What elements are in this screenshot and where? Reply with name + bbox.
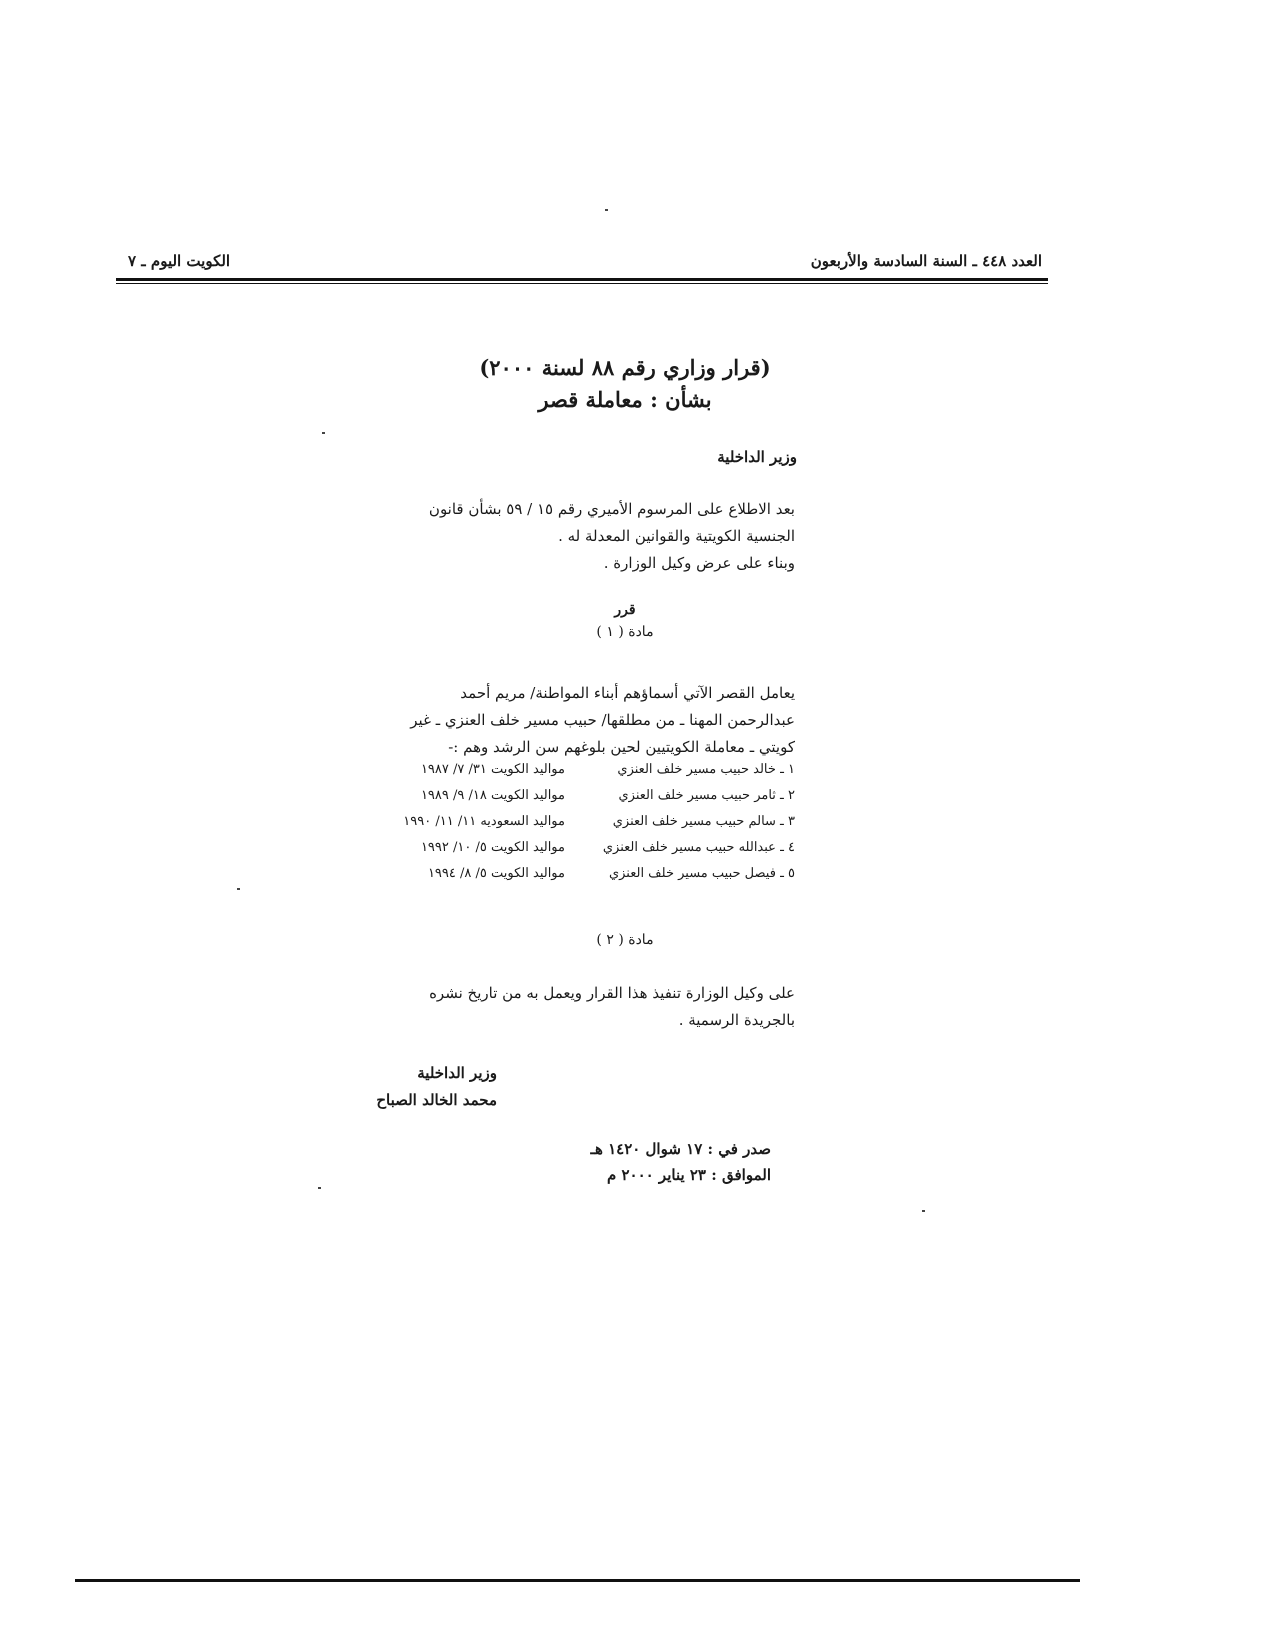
preamble-line: بعد الاطلاع على المرسوم الأميري رقم ١٥ / ٥٩ بشأن قانون <box>428 500 795 518</box>
list-item <box>355 782 795 808</box>
list-item <box>355 860 795 886</box>
preamble-line: الجنسية الكويتية والقوانين المعدلة له . <box>558 527 795 545</box>
minors-list <box>355 756 795 886</box>
preamble <box>355 496 795 577</box>
article-line: يعامل القصر الآتي أسماؤهم أبناء المواطنة/ مريم أحمد <box>460 684 795 702</box>
list-item <box>355 834 795 860</box>
minor-name: ٢ ـ ثامر حبيب مسير خلف العنزي <box>618 787 795 803</box>
page-header: الكويت اليوم ـ ٧ <box>128 252 231 270</box>
article-2-text <box>355 980 795 1034</box>
minor-birth: مواليد الكويت ٣١/ ٧/ ١٩٨٧ <box>420 761 565 777</box>
minor-birth: مواليد الكويت ٥/ ١٠/ ١٩٩٢ <box>420 839 565 855</box>
decision-title: (قرار وزاري رقم ٨٨ لسنة ٢٠٠٠) <box>479 355 771 380</box>
article-1-text <box>355 680 795 761</box>
scan-speck <box>318 1187 321 1189</box>
preamble-line: وبناء على عرض وكيل الوزارة . <box>603 554 795 572</box>
signature-title: وزير الداخلية <box>417 1064 497 1082</box>
footer-rule <box>75 1579 1080 1582</box>
scan-speck <box>322 432 325 434</box>
list-item <box>355 808 795 834</box>
minor-birth: مواليد الكويت ٥/ ٨/ ١٩٩٤ <box>427 865 565 881</box>
scan-speck <box>237 888 240 890</box>
issue-header: العدد ٤٤٨ ـ السنة السادسة والأربعون <box>810 252 1042 270</box>
article-line: كويتي ـ معاملة الكويتيين لحين بلوغهم سن الرشد وهم :- <box>448 738 795 756</box>
minor-birth: مواليد السعوديه ١١/ ١١/ ١٩٩٠ <box>403 813 565 829</box>
issue-date-gregorian: الموافق : ٢٣ يناير ٢٠٠٠ م <box>606 1166 771 1184</box>
issue-date-block <box>591 1136 771 1188</box>
minister-heading: وزير الداخلية <box>717 448 797 466</box>
minor-name: ١ ـ خالد حبيب مسير خلف العنزي <box>617 761 795 777</box>
signature-name: محمد الخالد الصباح <box>376 1091 497 1109</box>
header-rule <box>116 278 1048 281</box>
minor-name: ٣ ـ سالم حبيب مسير خلف العنزي <box>612 813 795 829</box>
issue-date-hijri: صدر في : ١٧ شوال ١٤٢٠ هـ <box>590 1140 771 1158</box>
scan-speck <box>922 1210 925 1212</box>
decided-heading: قرر <box>614 602 636 618</box>
minor-name: ٤ ـ عبدالله حبيب مسير خلف العنزي <box>602 839 795 855</box>
minor-birth: مواليد الكويت ١٨/ ٩/ ١٩٨٩ <box>420 787 565 803</box>
article-line: بالجريدة الرسمية . <box>678 1011 795 1029</box>
article-2-heading: مادة ( ٢ ) <box>596 932 654 948</box>
signature-block <box>376 1060 497 1114</box>
scan-speck <box>605 209 608 211</box>
list-item <box>355 756 795 782</box>
minor-name: ٥ ـ فيصل حبيب مسير خلف العنزي <box>608 865 795 881</box>
header-rule-thin <box>116 283 1048 284</box>
article-line: على وكيل الوزارة تنفيذ هذا القرار ويعمل به من تاريخ نشره <box>429 984 795 1002</box>
decision-subtitle: بشأن : معاملة قصر <box>538 387 712 412</box>
article-1-heading: مادة ( ١ ) <box>596 624 654 640</box>
article-line: عبدالرحمن المهنا ـ من مطلقها/ حبيب مسير خلف العنزي ـ غير <box>410 711 795 729</box>
